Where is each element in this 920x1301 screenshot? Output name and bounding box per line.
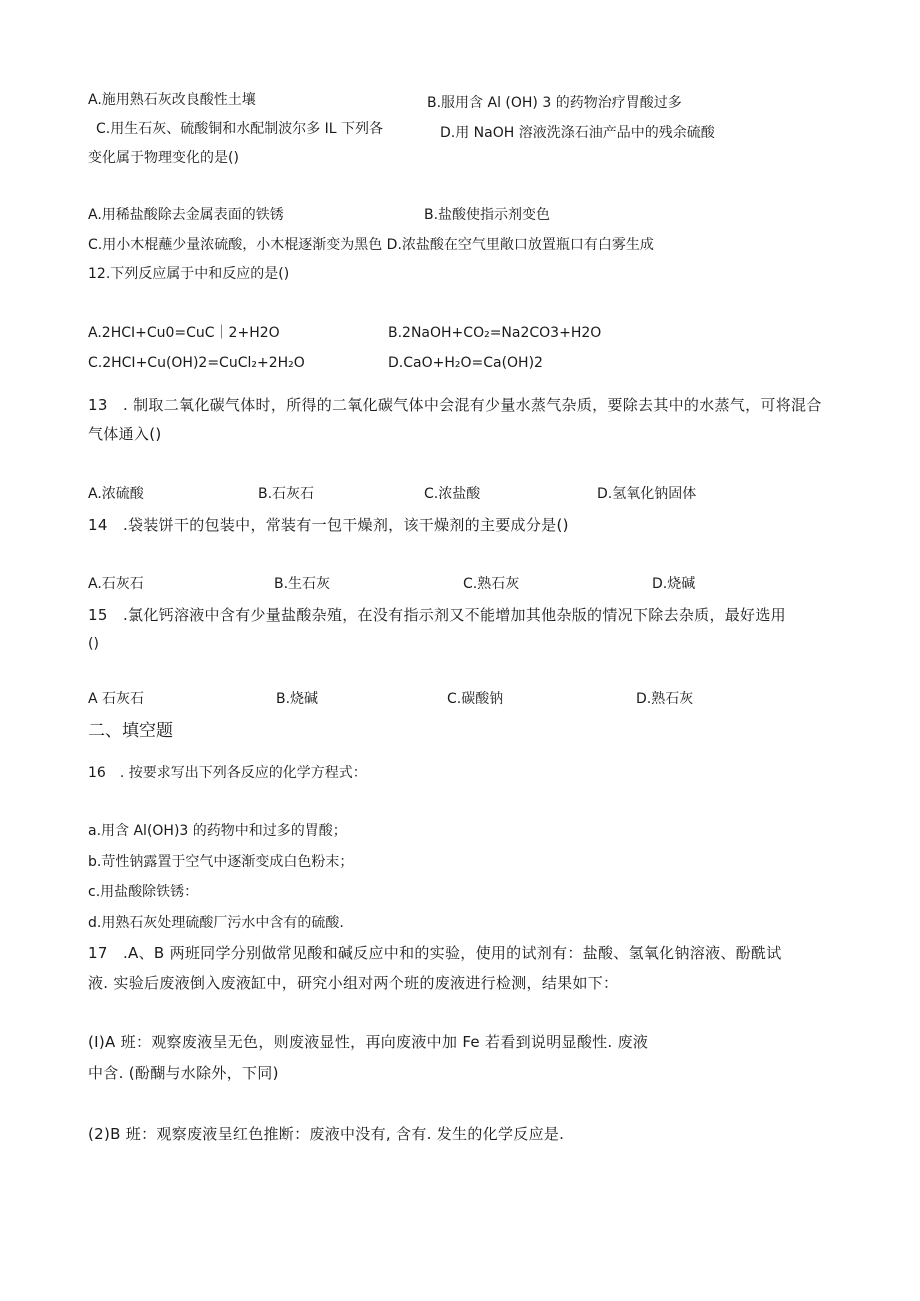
question-13: 13 . 制取二氧化碳气体时，所得的二氧化碳气体中会混有少量水蒸气杂质，要除去其中的水蒸气，可将混合	[88, 396, 822, 414]
question-16b: b.苛性钠露置于空气中逐渐变成白色粉末；	[88, 854, 354, 870]
question-17-part1: (I)A 班：观察废液呈无色，则废液显性，再向废液中加 Fe 若看到说明显酸性. 废液	[88, 1033, 649, 1051]
option-13b: B.石灰石	[258, 486, 315, 502]
option-11b: B.服用含 Al (OH) 3 的药物治疗胃酸过多	[427, 95, 682, 111]
question-13-cont: 气体通入()	[88, 425, 162, 443]
question-16c: c.用盐酸除铁锈：	[88, 884, 199, 900]
option-13c: C.浓盐酸	[424, 486, 481, 502]
option-12b: B.2NaOH+CO₂=Na2CO3+H2O	[388, 325, 602, 341]
option-12c: C.2HCI+Cu(OH)2=CuCl₂+2H₂O	[88, 355, 305, 371]
option-b: B.盐酸使指示剂变色	[424, 207, 551, 223]
question-16d: d.用熟石灰处理硫酸厂污水中含有的硫酸.	[88, 915, 344, 931]
question-15-cont: ()	[88, 636, 99, 652]
option-12a: A.2HCI+Cu0=CuC｜2+H2O	[88, 325, 280, 341]
option-14c: C.熟石灰	[463, 576, 520, 592]
question-14: 14 .袋装饼干的包装中，常装有一包干燥剂，该干燥剂的主要成分是()	[88, 516, 569, 534]
option-11c: C.用生石灰、硫酸铜和水配制波尔多 IL 下列各	[96, 121, 384, 137]
option-11d: D.用 NaOH 溶液洗涤石油产品中的残余硫酸	[440, 125, 715, 141]
question-17-part1-cont: 中含. (酚醐与水除外，下同)	[88, 1064, 279, 1082]
option-14b: B.生石灰	[274, 576, 331, 592]
question-15: 15 .氯化钙溶液中含有少量盐酸杂殖，在没有指示剂又不能增加其他杂版的情况下除去杂质，最好选用	[88, 606, 786, 624]
option-a: A.用稀盐酸除去金属表面的铁锈	[88, 207, 284, 223]
option-14a: A.石灰石	[88, 576, 144, 592]
option-14d: D.烧碱	[652, 576, 696, 592]
question-17-cont: 液. 实验后废液倒入废液缸中，研究小组对两个班的废液进行检测，结果如下：	[88, 974, 619, 992]
option-13d: D.氢氧化钠固体	[597, 486, 697, 502]
option-15d: D.熟石灰	[636, 691, 694, 707]
question-17: 17 .A、B 两班同学分别做常见酸和碱反应中和的实验，使用的试剂有：盐酸、氢氧化钠溶液、酚酰试	[88, 944, 782, 962]
option-15b: B.烧碱	[276, 691, 319, 707]
option-15c: C.碳酸钠	[447, 691, 504, 707]
section-heading: 二、填空题	[88, 721, 173, 741]
option-cd: C.用小木棍蘸少量浓硫酸，小木棍逐渐变为黑色 D.浓盐酸在空气里敞口放置瓶口有白雾生成	[88, 237, 654, 253]
question-stem: 变化属于物理变化的是()	[88, 150, 239, 166]
option-11a: A.施用熟石灰改良酸性土壤	[88, 92, 256, 108]
question-16: 16 . 按要求写出下列各反应的化学方程式：	[88, 765, 367, 781]
option-13a: A.浓硫酸	[88, 486, 144, 502]
option-15a: A 石灰石	[88, 691, 145, 707]
question-12: 12.下列反应属于中和反应的是()	[88, 266, 290, 282]
option-12d: D.CaO+H₂O=Ca(OH)2	[388, 355, 543, 371]
question-16a: a.用含 Al(OH)3 的药物中和过多的胃酸；	[88, 823, 347, 839]
question-17-part2: (2)B 班：观察废液呈红色推断：废液中没有, 含有. 发生的化学反应是.	[88, 1125, 565, 1143]
